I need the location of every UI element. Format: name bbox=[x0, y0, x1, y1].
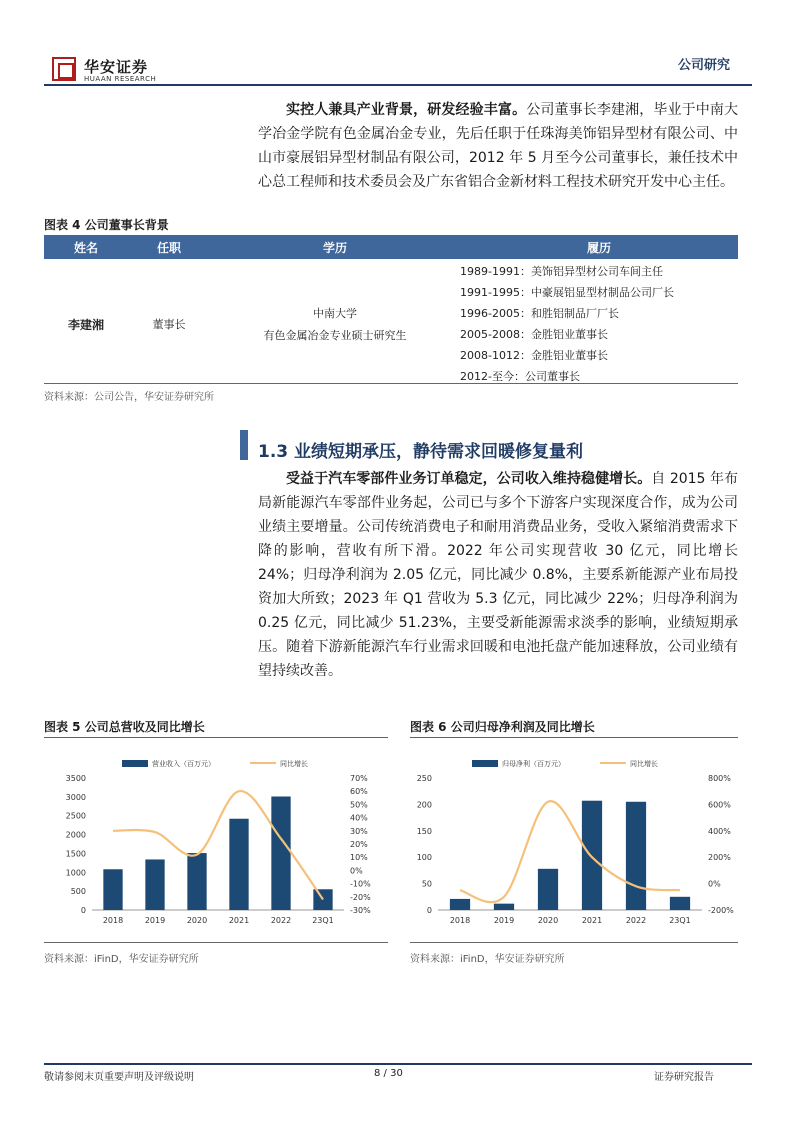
legend-bar-label: 营业收入（百万元） bbox=[152, 760, 215, 768]
y-right-tick: 40% bbox=[350, 813, 368, 823]
para2-text: 自 2015 年布局新能源汽车零部件业务起，公司已与多个下游客户实现深度合作，成为公司业绩主要增量。公司传统消费电子和耐用消费品业务，受收入紧缩消费需求下降的影响，营收有所下滑。2022 年公司实现营收 30 亿元，同比增长 24%；归母净利润为 2.05 亿元，同比减少 0.8%，主要系新能源产业布局投资加大所致；2023 年 Q1 营收为 5.3 亿元，同比减少 22%；归母净利润为 0.25 亿元，同比减少 51.23%，主要受新能源需求淡季的影响，业绩短期承压。随着下游新能源汽车行业需求回暖和电池托盘产能加速释放，公司业绩有望持续改善。 bbox=[258, 471, 739, 679]
y-right-tick: 200% bbox=[708, 853, 731, 863]
x-tick: 2018 bbox=[449, 916, 471, 925]
bar bbox=[271, 796, 290, 910]
chart5-title: 图表 5 公司总营收及同比增长 bbox=[44, 720, 205, 734]
y-right-tick: -20% bbox=[350, 892, 371, 902]
y-left-tick: 3500 bbox=[65, 774, 86, 783]
legend-bar-swatch bbox=[122, 760, 148, 767]
x-tick: 2020 bbox=[186, 916, 208, 925]
education-line1: 中南大学 bbox=[313, 307, 357, 320]
y-right-tick: 600% bbox=[708, 800, 731, 810]
resume-item: 2005-2008：金胜铝业董事长 bbox=[460, 328, 608, 341]
chart6-bottom-rule bbox=[410, 942, 738, 943]
chart6-title: 图表 6 公司归母净利润及同比增长 bbox=[410, 720, 595, 734]
col-name: 姓名 bbox=[44, 235, 128, 259]
legend-bar-label: 归母净利（百万元） bbox=[502, 760, 565, 768]
chart5-source: 资料来源：iFinD，华安证券研究所 bbox=[44, 954, 199, 965]
y-right-tick: 50% bbox=[350, 800, 368, 810]
logo-subtitle: HUAAN RESEARCH bbox=[84, 75, 157, 83]
bar bbox=[494, 904, 514, 910]
x-tick: 2021 bbox=[581, 916, 603, 925]
growth-line bbox=[460, 801, 680, 902]
legend-line-label: 同比增长 bbox=[280, 760, 308, 768]
revenue-paragraph bbox=[258, 467, 738, 683]
y-right-tick: 0% bbox=[350, 866, 363, 876]
bar bbox=[313, 889, 332, 910]
y-left-tick: 1000 bbox=[65, 868, 86, 878]
legend-bar-swatch bbox=[472, 760, 498, 767]
y-left-tick: 100 bbox=[416, 853, 432, 863]
y-left-tick: 50 bbox=[421, 879, 432, 889]
y-right-tick: 0% bbox=[708, 879, 721, 889]
intro-text: 公司董事长李建湘，毕业于中南大学冶金学院有色金属冶金专业，先后任职于任珠海美饰铝异型材有限公司、中山市豪展铝异型材制品有限公司，2012 年 5 月至今公司董事长，兼任技术中心总工程师和技术委员会及广东省铝合金新材料工程技术研究开发中心主任。 bbox=[258, 102, 739, 190]
revenue-chart bbox=[44, 742, 388, 938]
bar bbox=[538, 869, 558, 910]
col-education: 学历 bbox=[210, 235, 460, 259]
education-line2: 有色金属冶金专业硕士研究生 bbox=[263, 329, 407, 342]
chairman-resume bbox=[460, 259, 738, 389]
y-left-tick: 200 bbox=[416, 800, 432, 810]
y-left-tick: 3000 bbox=[65, 792, 86, 802]
chairman-name: 李建湘 bbox=[67, 317, 104, 332]
x-tick: 2022 bbox=[270, 916, 292, 925]
y-right-tick: -200% bbox=[708, 906, 734, 915]
y-left-tick: 0 bbox=[80, 906, 86, 915]
chart5-bottom-rule bbox=[44, 942, 388, 943]
y-right-tick: 20% bbox=[350, 840, 368, 849]
x-tick: 23Q1 bbox=[669, 916, 691, 925]
x-tick: 2018 bbox=[102, 916, 124, 925]
para2-bold: 受益于汽车零部件业务订单稳定，公司收入维持稳健增长。 bbox=[286, 471, 652, 487]
chairman-position: 董事长 bbox=[152, 318, 186, 331]
x-tick: 23Q1 bbox=[312, 916, 334, 925]
y-left-tick: 500 bbox=[70, 887, 86, 897]
y-right-tick: 800% bbox=[708, 774, 731, 783]
resume-item: 1991-1995：中豪展铝显型材制品公司厂长 bbox=[460, 286, 674, 299]
bar bbox=[626, 802, 646, 910]
section-marker bbox=[240, 430, 248, 460]
section-title: 1.3 业绩短期承压，静待需求回暖修复量利 bbox=[258, 442, 584, 462]
bar bbox=[670, 897, 690, 910]
col-resume: 履历 bbox=[460, 235, 738, 259]
footer-report-label: 证券研究报告 bbox=[654, 1072, 714, 1083]
x-tick: 2019 bbox=[493, 916, 515, 925]
y-left-tick: 250 bbox=[416, 774, 432, 783]
chart6-source: 资料来源：iFinD，华安证券研究所 bbox=[410, 954, 565, 965]
resume-item: 2008-1012：金胜铝业董事长 bbox=[460, 349, 608, 362]
y-right-tick: 70% bbox=[350, 774, 368, 783]
table4-source: 资料来源：公司公告，华安证券研究所 bbox=[44, 392, 214, 403]
bar bbox=[103, 869, 122, 910]
y-right-tick: -10% bbox=[350, 879, 371, 889]
y-left-tick: 0 bbox=[426, 906, 432, 915]
growth-line bbox=[113, 791, 323, 899]
chart6-top-rule bbox=[410, 737, 738, 738]
x-tick: 2020 bbox=[537, 916, 559, 925]
x-tick: 2019 bbox=[144, 916, 166, 925]
page-number: 8 / 30 bbox=[374, 1068, 403, 1079]
table-bottom-rule bbox=[44, 383, 738, 384]
x-tick: 2022 bbox=[625, 916, 647, 925]
intro-paragraph bbox=[258, 98, 738, 194]
y-right-tick: 400% bbox=[708, 826, 731, 836]
legend-line-label: 同比增长 bbox=[630, 760, 658, 768]
bar bbox=[582, 801, 602, 910]
intro-bold: 实控人兼具产业背景，研发经验丰富。 bbox=[286, 102, 527, 118]
bar bbox=[145, 859, 164, 910]
col-position: 任职 bbox=[128, 235, 210, 259]
chairman-table bbox=[44, 235, 738, 389]
y-right-tick: 30% bbox=[350, 826, 368, 836]
footer-divider bbox=[44, 1063, 752, 1065]
y-right-tick: -30% bbox=[350, 906, 371, 915]
net-profit-chart bbox=[410, 742, 738, 938]
bar bbox=[450, 899, 470, 910]
company-logo-icon bbox=[52, 57, 76, 81]
y-left-tick: 2500 bbox=[65, 811, 86, 821]
chairman-education bbox=[210, 259, 460, 389]
y-left-tick: 150 bbox=[416, 826, 432, 836]
bar bbox=[187, 853, 206, 910]
resume-item: 1989-1991：美饰铝异型材公司车间主任 bbox=[460, 265, 663, 278]
y-left-tick: 1500 bbox=[65, 849, 86, 859]
footer-disclaimer: 敬请参阅末页重要声明及评级说明 bbox=[44, 1072, 194, 1083]
y-left-tick: 2000 bbox=[65, 830, 86, 840]
resume-item: 2012-至今：公司董事长 bbox=[460, 370, 580, 383]
table4-title: 图表 4 公司董事长背景 bbox=[44, 218, 169, 232]
header-divider bbox=[44, 84, 752, 86]
chart5-top-rule bbox=[44, 737, 388, 738]
report-type: 公司研究 bbox=[677, 58, 730, 73]
bar bbox=[229, 819, 248, 910]
x-tick: 2021 bbox=[228, 916, 250, 925]
logo-text: 华安证券 bbox=[84, 58, 149, 76]
resume-item: 1996-2005：和胜铝制品厂厂长 bbox=[460, 307, 619, 320]
y-right-tick: 60% bbox=[350, 787, 368, 797]
y-right-tick: 10% bbox=[350, 853, 368, 863]
